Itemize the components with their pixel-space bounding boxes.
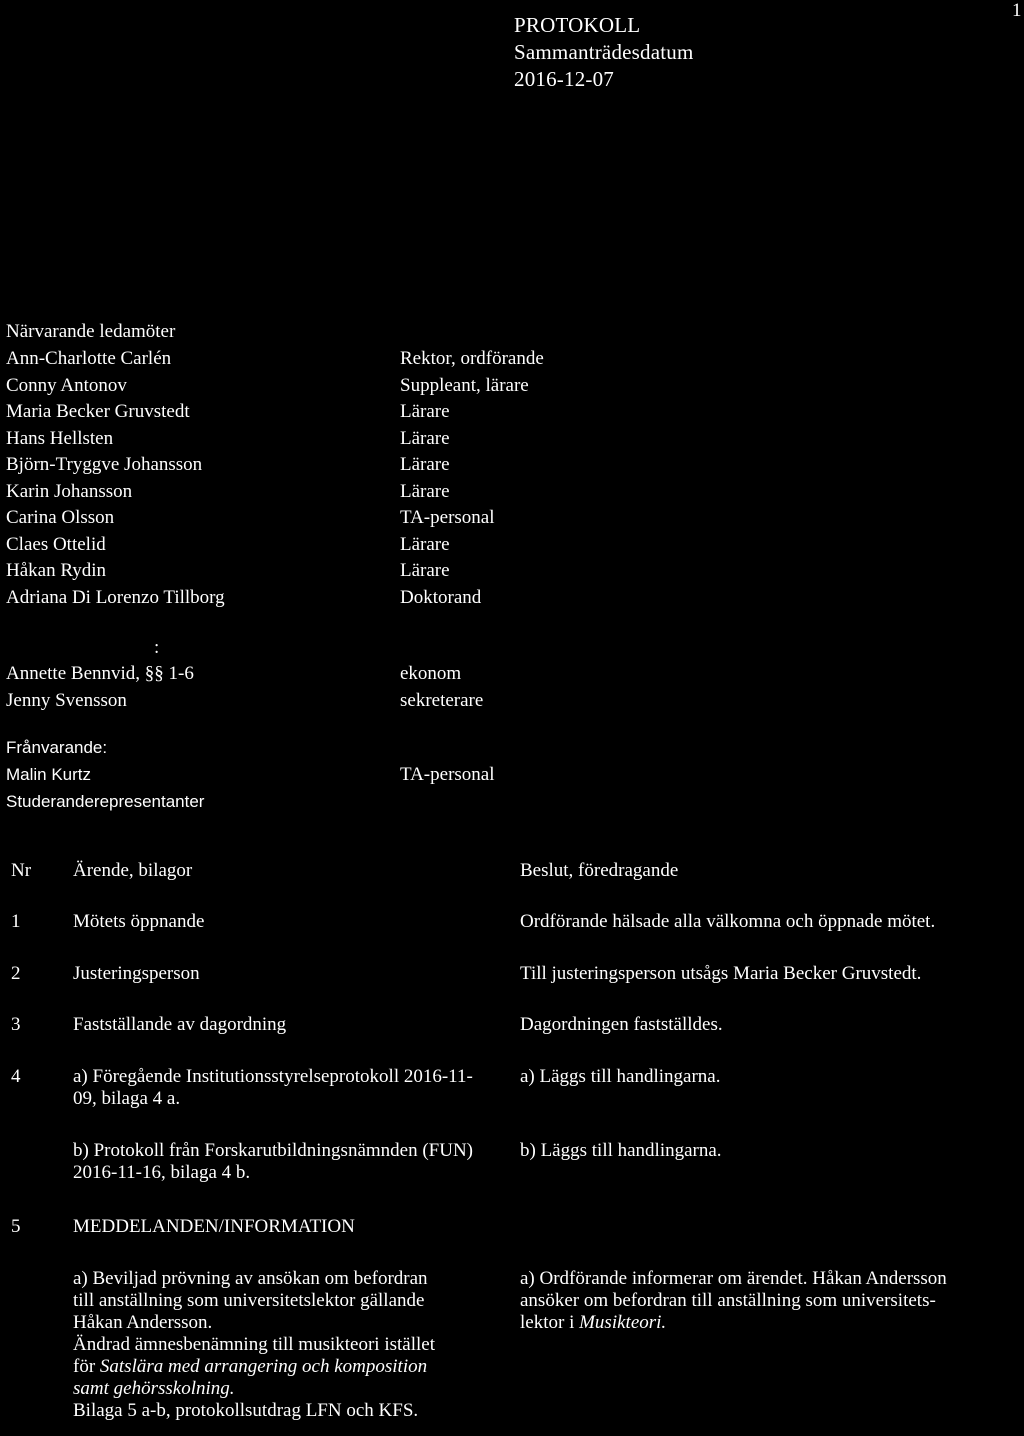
agenda-decision: a) Läggs till handlingarna. bbox=[520, 1066, 721, 1087]
member-name: Håkan Rydin bbox=[6, 560, 107, 582]
member-name: Carina Olsson bbox=[6, 507, 115, 529]
member-role: Lärare bbox=[400, 560, 450, 582]
agenda-header-decision: Beslut, föredragande bbox=[520, 860, 679, 881]
meeting-date-label: Sammanträdesdatum bbox=[514, 40, 694, 64]
other-attendees-title: : bbox=[154, 637, 160, 658]
agenda-header-item: Ärende, bilagor bbox=[73, 860, 193, 881]
member-role: ekonom bbox=[400, 663, 462, 685]
member-name: Ann-Charlotte Carlén bbox=[6, 348, 172, 370]
agenda-header-nr: Nr bbox=[11, 860, 32, 881]
member-row bbox=[6, 688, 606, 715]
member-name: Conny Antonov bbox=[6, 374, 127, 396]
agenda-decision-5a bbox=[520, 1268, 1020, 1334]
member-name: Malin Kurtz bbox=[6, 765, 92, 785]
page-number: 1 bbox=[1012, 0, 1022, 21]
agenda-decision: Dagordningen fastställdes. bbox=[520, 1014, 723, 1035]
member-row bbox=[6, 789, 606, 816]
agenda-item: MEDDELANDEN/INFORMATION bbox=[73, 1216, 355, 1237]
agenda-nr: 3 bbox=[11, 1014, 21, 1035]
member-role: Doktorand bbox=[400, 586, 482, 608]
decision-5a-text: lektor i bbox=[520, 1312, 575, 1333]
document-header bbox=[514, 12, 694, 93]
item-5a-line: Bilaga 5 a-b, protokollsutdrag LFN och KFS. bbox=[73, 1400, 419, 1421]
member-role: Lärare bbox=[400, 401, 450, 423]
agenda-item-5a bbox=[73, 1268, 483, 1422]
decision-5a-line: a) Ordförande informerar om ärendet. Håkan Andersson bbox=[520, 1268, 947, 1289]
decision-5a-line: ansöker om befordran till anställning som universitets- bbox=[520, 1290, 936, 1311]
attendance-section bbox=[6, 317, 606, 815]
member-row bbox=[6, 479, 606, 506]
member-name: Jenny Svensson bbox=[6, 689, 127, 711]
member-role: Lärare bbox=[400, 454, 450, 476]
member-name: Hans Hellsten bbox=[6, 427, 114, 449]
present-members-list bbox=[6, 346, 606, 611]
present-members-title: Närvarande ledamöter bbox=[6, 320, 176, 342]
member-row bbox=[6, 373, 606, 400]
item-5a-line: Ändrad ämnesbenämning till musikteori istället bbox=[73, 1334, 435, 1355]
member-row bbox=[6, 505, 606, 532]
agenda-decision: Ordförande hälsade alla välkomna och öppnade mötet. bbox=[520, 911, 936, 932]
member-name: Maria Becker Gruvstedt bbox=[6, 401, 190, 423]
member-row bbox=[6, 399, 606, 426]
member-row bbox=[6, 661, 606, 688]
item-5a-line: till anställning som universitetslektor gällande bbox=[73, 1290, 425, 1311]
member-role: TA-personal bbox=[400, 764, 495, 786]
member-role: sekreterare bbox=[400, 689, 484, 711]
decision-5a-italic: Musikteori. bbox=[579, 1312, 667, 1333]
agenda-decision: Till justeringsperson utsågs Maria Becker Gruvstedt. bbox=[520, 963, 922, 984]
member-role: Suppleant, lärare bbox=[400, 374, 529, 396]
member-role: Lärare bbox=[400, 427, 450, 449]
agenda-item: Fastställande av dagordning bbox=[73, 1014, 287, 1035]
other-attendees-list bbox=[6, 661, 606, 714]
agenda-item: b) Protokoll från Forskarutbildningsnämnden (FUN) 2016-11-16, bilaga 4 b. bbox=[73, 1140, 474, 1183]
item-5a-line bbox=[73, 1356, 483, 1378]
agenda-nr: 5 bbox=[11, 1216, 21, 1237]
member-row bbox=[6, 532, 606, 559]
agenda-decision: b) Läggs till handlingarna. bbox=[520, 1140, 722, 1161]
member-role: Lärare bbox=[400, 533, 450, 555]
agenda-nr: 4 bbox=[11, 1066, 21, 1087]
item-5a-text: för bbox=[73, 1356, 96, 1377]
absent-list bbox=[6, 762, 606, 815]
agenda-item: Mötets öppnande bbox=[73, 911, 205, 932]
member-name: Claes Ottelid bbox=[6, 533, 106, 555]
member-row bbox=[6, 426, 606, 453]
member-row bbox=[6, 346, 606, 373]
member-row bbox=[6, 452, 606, 479]
agenda-nr: 1 bbox=[11, 911, 21, 932]
member-name: Björn-Tryggve Johansson bbox=[6, 454, 203, 476]
member-row bbox=[6, 762, 606, 789]
agenda-item: Justeringsperson bbox=[73, 963, 200, 984]
item-5a-italic: samt gehörsskolning. bbox=[73, 1378, 235, 1399]
member-name: Studeranderepresentanter bbox=[6, 791, 205, 811]
item-5a-line: Håkan Andersson. bbox=[73, 1312, 213, 1333]
agenda-nr: 2 bbox=[11, 963, 21, 984]
member-row bbox=[6, 585, 606, 612]
absent-title: Frånvarande: bbox=[6, 738, 108, 757]
member-name: Adriana Di Lorenzo Tillborg bbox=[6, 586, 225, 608]
agenda-item: a) Föregående Institutionsstyrelseprotokoll 2016-11-09, bilaga 4 a. bbox=[73, 1066, 473, 1109]
member-name: Annette Bennvid, §§ 1-6 bbox=[6, 663, 194, 685]
decision-5a-line bbox=[520, 1312, 1020, 1334]
item-5a-italic: Satslära med arrangering och komposition bbox=[99, 1356, 428, 1377]
member-row bbox=[6, 558, 606, 585]
member-name: Karin Johansson bbox=[6, 480, 133, 502]
meeting-date: 2016-12-07 bbox=[514, 67, 614, 91]
item-5a-line: a) Beviljad prövning av ansökan om befordran bbox=[73, 1268, 428, 1289]
document-type: PROTOKOLL bbox=[514, 13, 641, 37]
member-role: TA-personal bbox=[400, 507, 495, 529]
item-5a-line bbox=[73, 1378, 483, 1400]
member-role: Lärare bbox=[400, 480, 450, 502]
member-role: Rektor, ordförande bbox=[400, 348, 544, 370]
